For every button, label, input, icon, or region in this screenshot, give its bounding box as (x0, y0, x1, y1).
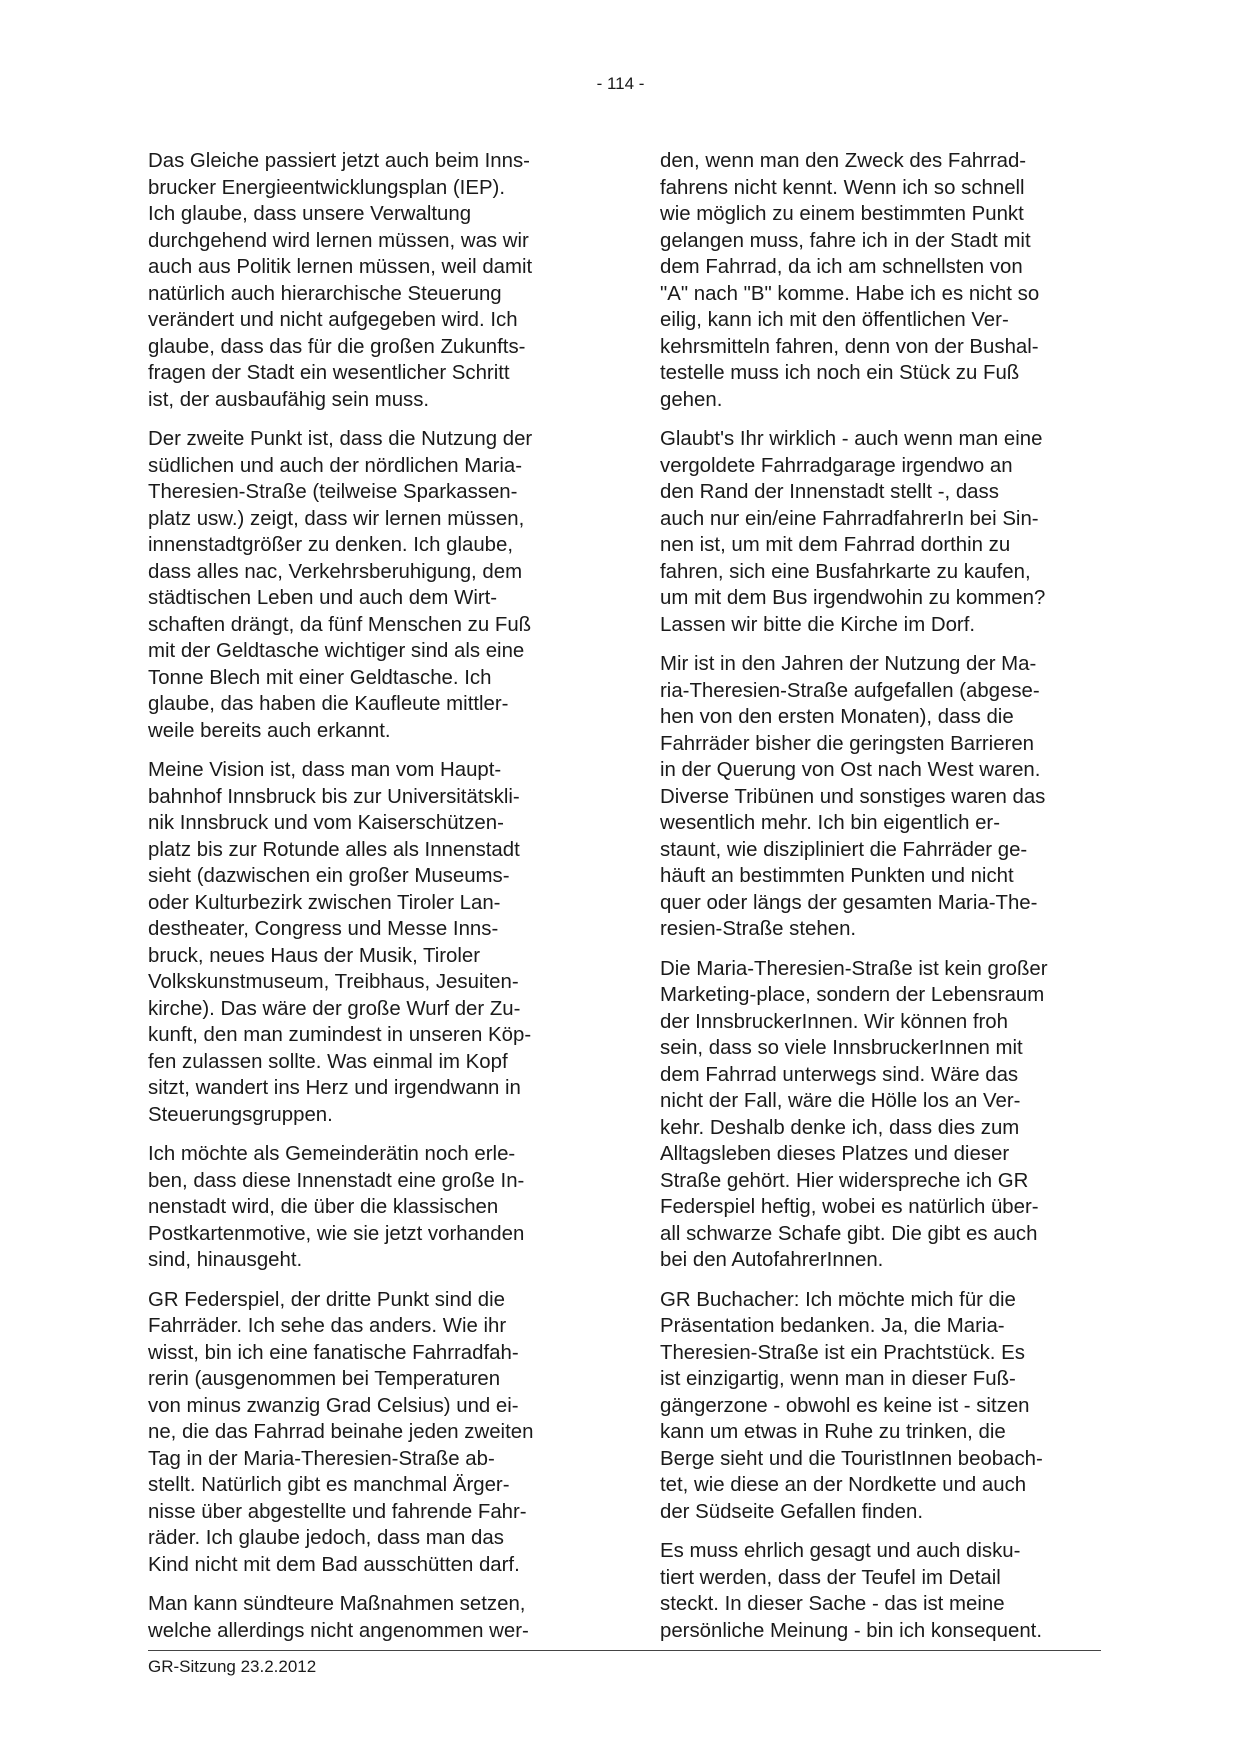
left-text-column (148, 148, 588, 1657)
paragraph: Glaubt's Ihr wirklich - auch wenn man eine vergoldete Fahrradgarage irgendwo an den Rand der Innenstadt stellt -, dass auch nur ein/eine FahrradfahrerIn bei Sin- nen ist, um mit dem Fahrrad dorthin zu fahren, sich eine Busfahrkarte zu kaufen, um mit dem Bus irgendwohin zu kommen? Lassen wir bitte die Kirche im Dorf. (660, 428, 1046, 636)
paragraph: den, wenn man den Zweck des Fahrrad- fahrens nicht kennt. Wenn ich so schnell wie möglich zu einem bestimmten Punkt gelangen muss, fahre ich in der Stadt mit dem Fahrrad, da ich am schnellsten von "A" nach "B" komme. Habe ich es nicht so eilig, kann ich mit den öffentlichen Ver- kehrsmitteln fahren, denn von der Bushal- testelle muss ich noch ein Stück zu Fuß gehen. (660, 150, 1040, 411)
paragraph: Mir ist in den Jahren der Nutzung der Ma- ria-Theresien-Straße aufgefallen (abgese- hen von den ersten Monaten), dass die Fahrräder bisher die geringsten Barrieren in der Querung von Ost nach West waren. Diverse Tribünen und sonstiges waren das wesentlich mehr. Ich bin eigentlich er- staunt, wie diszipliniert die Fahrräder ge- häuft an bestimmten Punkten und nicht quer oder längs der gesamten Maria-The- resien-Straße stehen. (660, 653, 1046, 940)
footer-divider (148, 1650, 1101, 1651)
paragraph: Meine Vision ist, dass man vom Haupt- bahnhof Innsbruck bis zur Universitätskli- nik Innsbruck und vom Kaiserschützen- platz bis zur Rotunde alles als Innenstadt sieht (dazwischen ein großer Museums- oder Kulturbezirk zwischen Tiroler Lan- destheater, Congress und Messe Inns- bruck, neues Haus der Musik, Tiroler Volkskunstmuseum, Treibhaus, Jesuiten- kirche). Das wäre der große Wurf der Zu- kunft, den man zumindest in unseren Köp- fen zulassen sollte. Was einmal im Kopf sitzt, wandert ins Herz und irgendwann in Steuerungsgruppen. (148, 759, 532, 1126)
paragraph: Der zweite Punkt ist, dass die Nutzung der südlichen und auch der nördlichen Maria- Theresien-Straße (teilweise Sparkassen- platz usw.) zeigt, dass wir lernen müssen, innenstadtgrößer zu denken. Ich glaube, dass alles nac, Verkehrsberuhigung, dem städtischen Leben und auch dem Wirt- schaften drängt, da fünf Menschen zu Fuß mit der Geldtasche wichtiger sind als eine Tonne Blech mit einer Geldtasche. Ich glaube, das haben die Kaufleute mittler- weile bereits auch erkannt. (148, 428, 533, 742)
paragraph: GR Federspiel, der dritte Punkt sind die Fahrräder. Ich sehe das anders. Wie ihr wisst, bin ich eine fanatische Fahrradfah- rerin (ausgenommen bei Temperaturen von minus zwanzig Grad Celsius) und ei- ne, die das Fahrrad beinahe jeden zweiten Tag in der Maria-Theresien-Straße ab- stellt. Natürlich gibt es manchmal Ärger- nisse über abgestellte und fahrende Fahr- räder. Ich glaube jedoch, dass man das Kind nicht mit dem Bad ausschütten darf. (148, 1288, 534, 1576)
paragraph: Man kann sündteure Maßnahmen setzen, welche allerdings nicht angenommen wer- (148, 1593, 529, 1642)
page-number: - 114 - (596, 74, 645, 93)
paragraph: Ich möchte als Gemeinderätin noch erle- ben, dass diese Innenstadt eine große In- nenstadt wird, die über die klassischen Postkartenmotive, wie sie jetzt vorhanden sind, hinausgeht. (148, 1143, 525, 1271)
paragraph: Es muss ehrlich gesagt und auch disku- tiert werden, dass der Teufel im Detail steckt. In dieser Sache - das ist meine persönliche Meinung - bin ich konsequent. (660, 1540, 1042, 1642)
footer-session-label: GR-Sitzung 23.2.2012 (148, 1657, 317, 1676)
right-text-column (660, 148, 1100, 1657)
paragraph: Die Maria-Theresien-Straße ist kein großer Marketing-place, sondern der Lebensraum der InnsbruckerInnen. Wir können froh sein, dass so viele InnsbruckerInnen mit dem Fahrrad unterwegs sind. Wäre das nicht der Fall, wäre die Hölle los an Ver- kehr. Deshalb denke ich, dass dies zum Alltagsleben dieses Platzes und dieser Straße gehört. Hier widerspreche ich GR Federspiel heftig, wobei es natürlich über- all schwarze Schafe gibt. Die gibt es auch bei den AutofahrerInnen. (660, 957, 1048, 1271)
paragraph: Das Gleiche passiert jetzt auch beim Inns- brucker Energieentwicklungsplan (IEP). Ich glaube, dass unsere Verwaltung durchgehend wird lernen müssen, was wir auch aus Politik lernen müssen, weil damit natürlich auch hierarchische Steuerung verändert und nicht aufgegeben wird. Ich glaube, dass das für die großen Zukunfts- fragen der Stadt ein wesentlicher Schritt ist, der ausbaufähig sein muss. (148, 150, 533, 411)
paragraph: GR Buchacher: Ich möchte mich für die Präsentation bedanken. Ja, die Maria- Theresien-Straße ist ein Prachtstück. Es ist einzigartig, wenn man in dieser Fuß- gängerzone - obwohl es keine ist - sitzen kann um etwas in Ruhe zu trinken, die Berge sieht und die TouristInnen beobach- tet, wie diese an der Nordkette und auch der Südseite Gefallen finden. (660, 1288, 1043, 1523)
